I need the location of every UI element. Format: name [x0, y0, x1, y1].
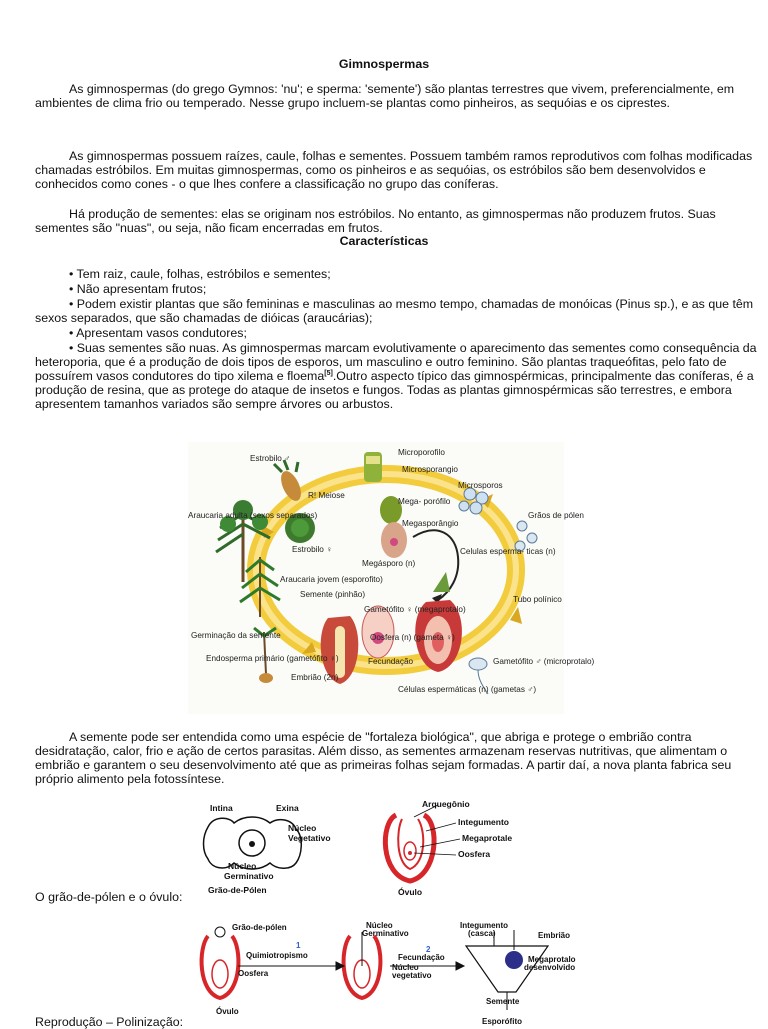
label-estrobilo-f: Estrobilo ♀	[292, 545, 333, 554]
label-exina: Exina	[276, 803, 299, 813]
label-nucleo-germ-b: Germinativo	[362, 929, 409, 938]
label-nucleo-veg-b: vegetativo	[392, 971, 432, 980]
label-fecundacao: Fecundação	[368, 657, 414, 666]
label-megaprotalo-b: desenvolvido	[524, 963, 576, 972]
label-semente: Semente (pinhão)	[300, 590, 366, 599]
label-integumento: Integumento	[460, 921, 508, 930]
ovule-icon	[385, 815, 434, 881]
label-tubo-polinico: Tubo polínico	[513, 595, 562, 604]
list-item-text: • Suas sementes são nuas. As gimnospermas marcam evolutivamente o aparecimento das sementes como consequência da heteroporia, que é a produção de dois tipos de esporos, um masculino e outro feminino. São plantas traqueófitas, pelo fato de possuírem vasos condutores do tipo xilema e floema	[35, 341, 757, 383]
caption-pollen-ovule: O grão-de-pólen e o óvulo:	[35, 890, 183, 904]
label-nucleo-veg-a: Núcleo	[392, 963, 419, 972]
label-embriao: Embrião	[538, 931, 571, 940]
paragraph-structure-text: As gimnospermas possuem raízes, caule, folhas e sementes. Possuem também ramos reprodutivos com folhas modificadas chamadas estróbilos. Em muitas gimnospermas, como os pinheiros e as sequóias, os estróbilos são bem desenvolvidos e conhecidos como cones - o que lhes confere a classificação no grupo das coníferas.	[35, 149, 753, 191]
label-araucaria-adulta: Araucaria adulta (sexos separados)	[188, 511, 318, 520]
label-semente: Semente	[486, 997, 520, 1006]
label-oosfera: Oosfera	[238, 969, 269, 978]
microsporophyll-icon	[364, 452, 382, 482]
label-germinacao: Germinação da semente	[191, 631, 281, 640]
label-microsporangio: Microsporangio	[402, 465, 458, 474]
list-item	[35, 267, 765, 281]
list-item-text: • Tem raiz, caule, folhas, estróbilos e sementes;	[69, 267, 331, 281]
label-grao-polen: Grão-de-pólen	[232, 923, 287, 932]
life-cycle-figure	[188, 442, 595, 714]
label-arquegonio: Arquegônio	[422, 799, 470, 809]
page-title: Gimnospermas	[338, 57, 430, 71]
label-nucleo-veg-2: Vegetativo	[288, 833, 331, 843]
label-quimiotropismo: Quimiotropismo	[246, 951, 308, 960]
list-item-text-cont: .Outro aspecto típico das gimnospérmicas, principalmente das coníferas, é a produção de resina, que as protege do ataque de insetos e fungos. Todas as plantas gimnospérmicas são terrestres, e embora apresentem tamanhos variados são sempre árvores ou arbustos.	[35, 369, 754, 411]
paragraph-seeds-text: Há produção de sementes: elas se originam nos estróbilos. No entanto, as gimnospermas não produzem frutos. Suas sementes são "nuas", ou seja, não ficam encerradas em frutos.	[35, 207, 716, 235]
label-step-1: 1	[296, 941, 301, 950]
paragraph-intro-text: As gimnospermas (do grego Gymnos: 'nu'; e sperma: 'semente') são plantas terrestres que vivem, preferencialmente, em ambientes de clima frio ou temperado. Nesse grupo incluem-se plantas como pinheiros, as sequóias e os ciprestes.	[35, 82, 735, 110]
pollination-diagram	[198, 920, 588, 1024]
label-celulas-esperm: Celulas esperma- ticas (n)	[460, 547, 556, 556]
label-estrobilo-m: Estrobilo ♂	[250, 454, 291, 463]
label-megaprotale: Megaprotale	[462, 833, 513, 843]
label-integumento: Integumento	[458, 817, 509, 827]
paragraph-seed-fortress	[35, 730, 765, 786]
list-item-text: • Não apresentam frutos;	[69, 282, 207, 296]
label-embriao: Embrião (2n)	[291, 673, 339, 682]
label-endosperma: Endosperma primário (gametófito ♀)	[206, 654, 339, 663]
label-nucleo-germ-1: Núcleo	[228, 861, 257, 871]
list-item	[35, 341, 765, 411]
label-gametofito-f: Gametófito ♀ (megaprotalo)	[364, 605, 466, 614]
list-item-text: • Podem existir plantas que são femininas e masculinas ao mesmo tempo, chamadas de monóicas (Pinus sp.), e as que têm sexos separados, que são chamadas de dióicas (araucárias);	[35, 297, 754, 325]
label-microporofilo: Microporofilo	[398, 448, 445, 457]
caption-reproduction: Reprodução – Polinização:	[35, 1015, 184, 1029]
label-nucleo-germ-a: Núcleo	[366, 921, 393, 930]
label-r-meiose: R! Meiose	[308, 491, 345, 500]
label-araucaria-jovem: Araucaria jovem (esporofito)	[280, 575, 383, 584]
section-title-caracteristicas: Características	[339, 234, 429, 248]
pollen-ovule-figure	[200, 797, 560, 901]
label-megasporofilo: Mega- porófilo	[398, 497, 451, 506]
footnote-ref[interactable]: [5]	[324, 370, 333, 377]
list-item	[35, 326, 765, 340]
label-nucleo-germ-2: Germinativo	[224, 871, 274, 881]
label-celulas-gametas: Células espermáticas (n) (gametas ♂)	[398, 685, 537, 694]
list-item	[35, 297, 765, 325]
paragraph-intro	[35, 82, 765, 110]
label-grao-polen: Grão-de-Pólen	[208, 885, 267, 895]
label-oosfera: Oosfera	[458, 849, 491, 859]
label-nucleo-veg-1: Núcleo	[288, 823, 317, 833]
label-fecundacao: Fecundação	[398, 953, 445, 962]
label-gametofito-m: Gametófito ♂ (microprotalo)	[493, 657, 595, 666]
pollination-figure	[198, 920, 588, 1024]
list-item	[35, 282, 765, 296]
label-megasporo: Megásporo (n)	[362, 559, 416, 568]
label-megaprotalo-a: Megaprotalo	[528, 955, 576, 964]
life-cycle-diagram	[188, 442, 595, 714]
ovule-stage1-icon	[202, 927, 239, 998]
characteristics-list	[35, 267, 765, 412]
label-casca: (casca)	[468, 929, 496, 938]
label-microsporos: Microsporos	[458, 481, 503, 490]
label-ovulo: Óvulo	[398, 887, 423, 897]
paragraph-seeds	[35, 207, 765, 235]
label-esporofito: Esporófito	[482, 1017, 522, 1026]
label-graos-polen: Grãos de pólen	[528, 511, 584, 520]
label-megasporangio: Megasporângio	[402, 519, 459, 528]
paragraph-structure	[35, 149, 765, 191]
label-step-2: 2	[426, 945, 431, 954]
label-oosfera: Oosfera (n) (gameta ♀)	[370, 633, 455, 642]
paragraph-seed-fortress-text: A semente pode ser entendida como uma espécie de "fortaleza biológica", que abriga e protege o embrião contra desidratação, calor, frio e ação de certos parasitas. Além disso, as sementes armazenam reservas nutritivas, que alimentam o embrião e garantem o seu desenvolvimento até que as primeiras folhas sejam formadas. A partir daí, a nova planta fabrica seu próprio alimento pela fotossíntese.	[35, 730, 732, 786]
ovule-stage2-icon	[344, 932, 381, 998]
label-ovulo: Óvulo	[216, 1007, 239, 1016]
list-item-text: • Apresentam vasos condutores;	[69, 326, 247, 340]
pollen-ovule-diagram	[200, 797, 560, 901]
label-intina: Intina	[210, 803, 233, 813]
